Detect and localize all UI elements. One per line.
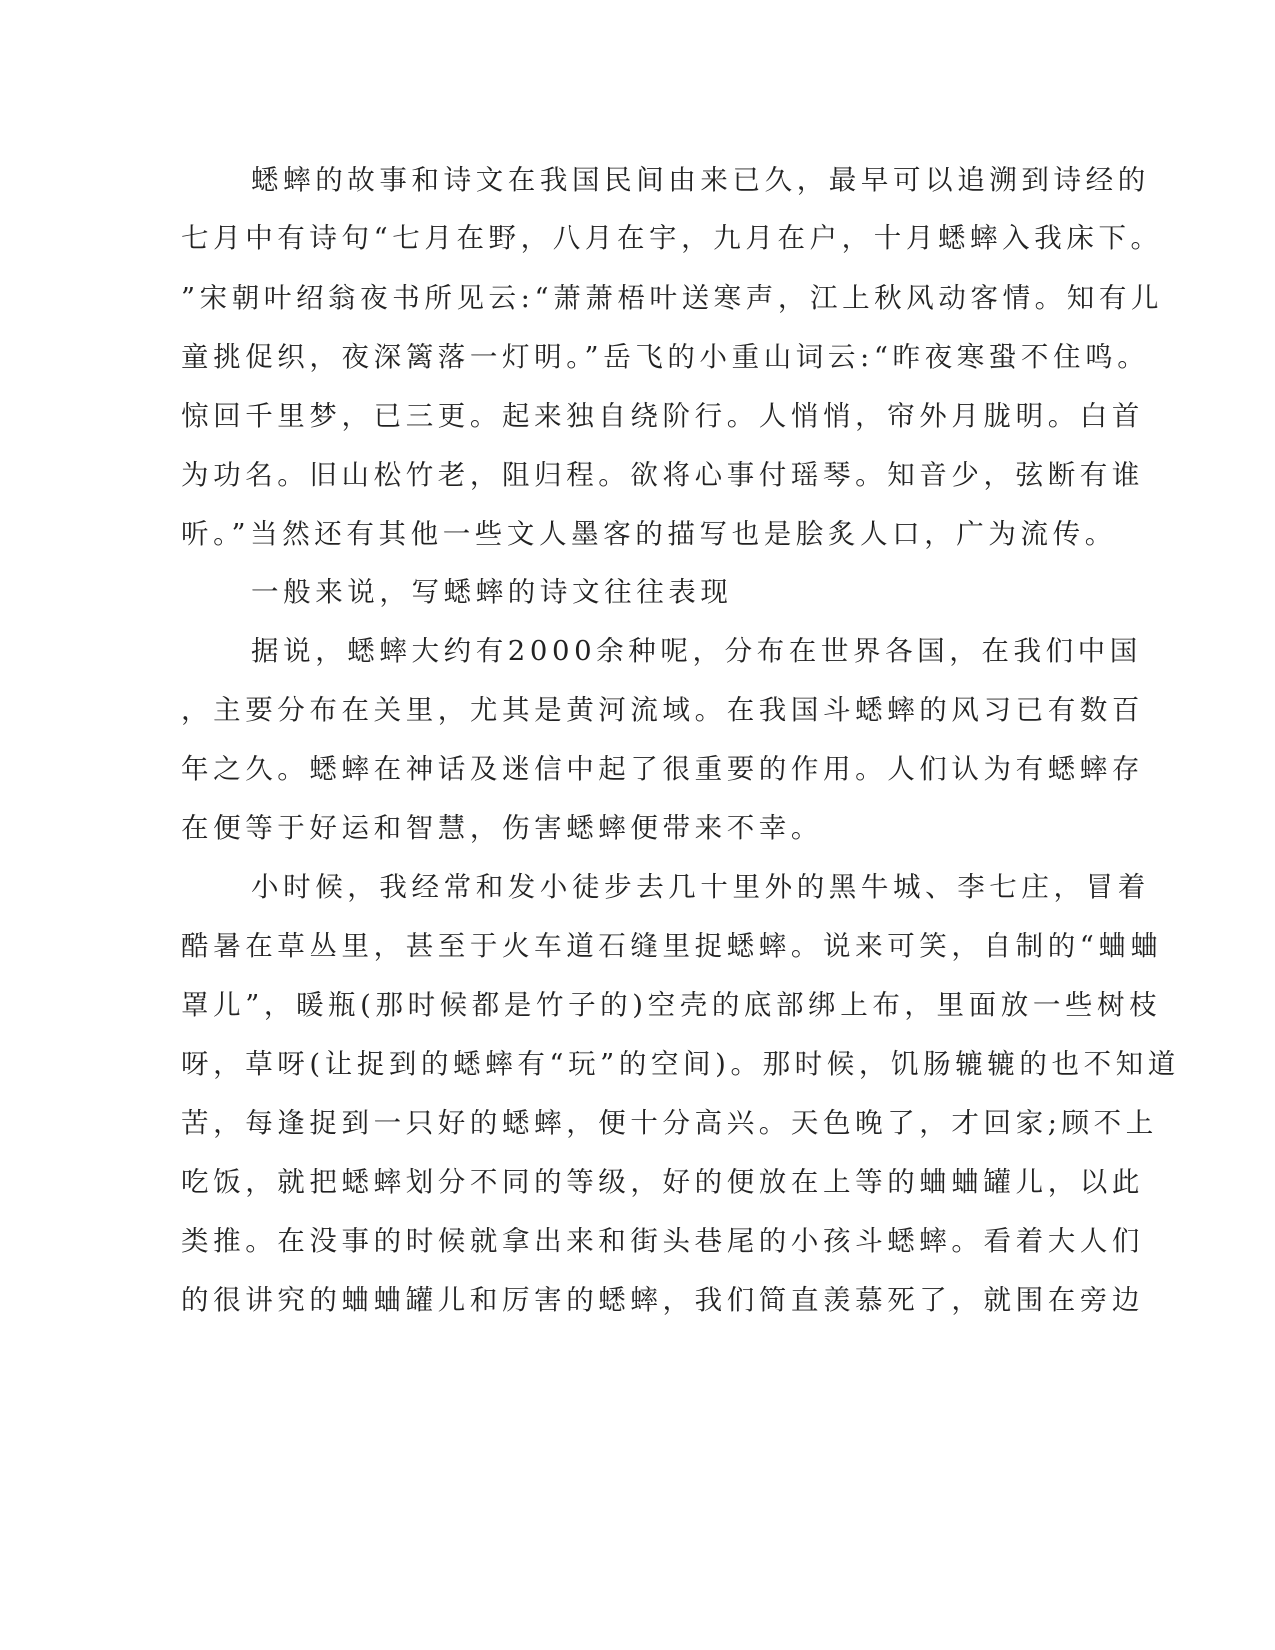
paragraph-line: 据说，蟋蟀大约有2000余种呢，分布在世界各国，在我们中国	[251, 635, 1142, 667]
paragraph-line: 苦，每逢捉到一只好的蟋蟀，便十分高兴。天色晚了，才回家;顾不上	[181, 1107, 1158, 1139]
paragraph-line: 酷暑在草丛里，甚至于火车道石缝里捉蟋蟀。说来可笑，自制的“蛐蛐	[181, 930, 1163, 962]
paragraph-line: 呀，草呀(让捉到的蟋蟀有“玩”的空间)。那时候，饥肠辘辘的也不知道	[181, 1048, 1180, 1080]
paragraph-line: 年之久。蟋蟀在神话及迷信中起了很重要的作用。人们认为有蟋蟀存	[181, 753, 1144, 785]
paragraph-line: ”宋朝叶绍翁夜书所见云:“萧萧梧叶送寒声，江上秋风动客情。知有儿	[181, 282, 1164, 314]
paragraph-line: 一般来说，写蟋蟀的诗文往往表现	[251, 576, 733, 608]
paragraph-line: 的很讲究的蛐蛐罐儿和厉害的蟋蟀，我们简直羡慕死了，就围在旁边	[181, 1284, 1144, 1316]
paragraph-line: 在便等于好运和智慧，伤害蟋蟀便带来不幸。	[181, 812, 823, 844]
paragraph-line: 吃饭，就把蟋蟀划分不同的等级，好的便放在上等的蛐蛐罐儿，以此	[181, 1166, 1144, 1198]
paragraph-line: 听。”当然还有其他一些文人墨客的描写也是脍炙人口，广为流传。	[181, 518, 1117, 550]
paragraph-line: 类推。在没事的时候就拿出来和街头巷尾的小孩斗蟋蟀。看着大人们	[181, 1225, 1144, 1257]
paragraph-line: 七月中有诗句“七月在野，八月在宇，九月在户，十月蟋蟀入我床下。	[181, 222, 1163, 254]
paragraph-line: 蟋蟀的故事和诗文在我国民间由来已久，最早可以追溯到诗经的	[251, 164, 1150, 196]
paragraph-line: ，主要分布在关里，尤其是黄河流域。在我国斗蟋蟀的风习已有数百	[181, 694, 1144, 726]
paragraph-line: 惊回千里梦，已三更。起来独自绕阶行。人悄悄，帘外月胧明。白首	[181, 400, 1144, 432]
paragraph-line: 为功名。旧山松竹老，阻归程。欲将心事付瑶琴。知音少，弦断有谁	[181, 459, 1144, 491]
paragraph-line: 罩儿”，暖瓶(那时候都是竹子的)空壳的底部绑上布，里面放一些树枝	[181, 989, 1162, 1021]
paragraph-line: 小时候，我经常和发小徒步去几十里外的黑牛城、李七庄，冒着	[251, 871, 1150, 903]
paragraph-line: 童挑促织，夜深篱落一灯明。”岳飞的小重山词云:“昨夜寒蛩不住鸣。	[181, 341, 1150, 373]
